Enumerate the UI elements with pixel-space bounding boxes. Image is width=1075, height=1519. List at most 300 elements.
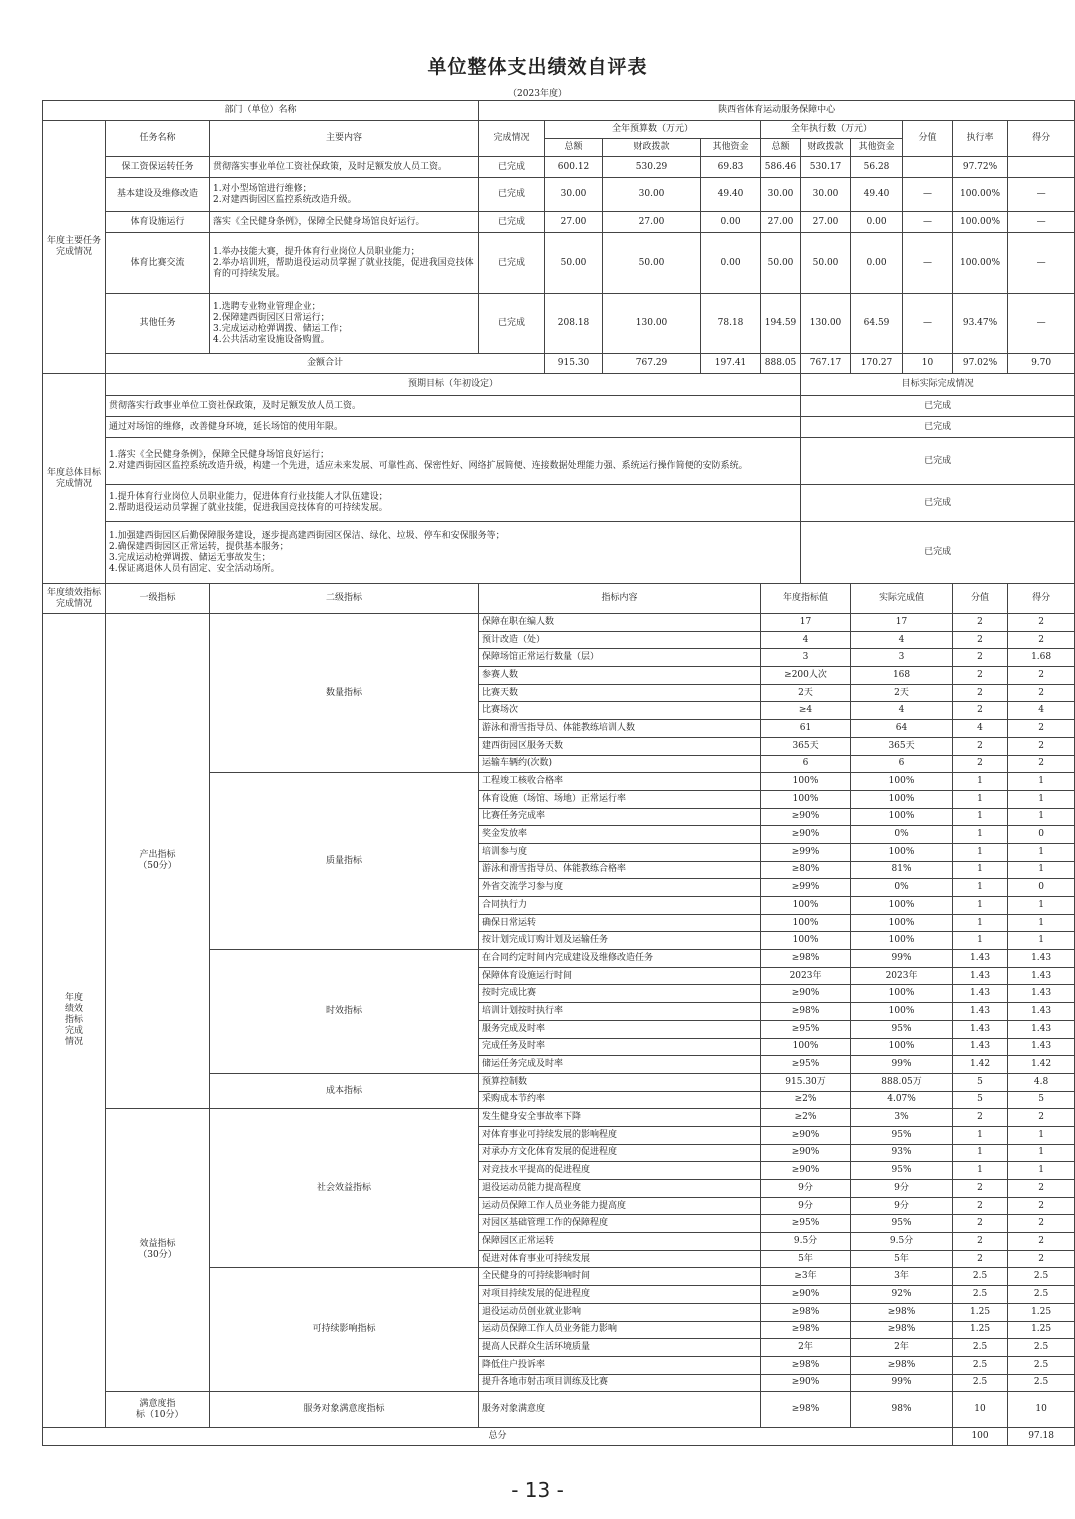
document-title: 单位整体支出绩效自评表 (427, 56, 648, 78)
indicator-got: 4.8 (1008, 1073, 1075, 1091)
indicator-got: 2 (1008, 667, 1075, 685)
indicator-content: 提升各地市射击项目训练及比赛 (479, 1374, 761, 1392)
indicator-score: 2 (953, 649, 1008, 667)
indicator-got: 1 (1008, 914, 1075, 932)
indicator-target: ≥90% (761, 1374, 851, 1392)
indicator-actual: 0% (851, 879, 953, 897)
indicator-got: 2 (1008, 684, 1075, 702)
indicator-content: 在合同约定时间内完成建设及维修改造任务 (479, 950, 761, 968)
indicator-score: 1 (953, 1126, 1008, 1144)
task-e-other: 0.00 (851, 212, 903, 233)
header-target: 年度指标值 (761, 584, 851, 614)
indicator-target: 61 (761, 720, 851, 738)
task-got: — (1008, 178, 1075, 212)
task-e-total: 27.00 (761, 212, 801, 233)
text-line: 2.举办培训班，帮助退役运动员掌握了就业技能，促进我国竞技体育的可持续发展。 (213, 257, 474, 279)
task-name: 保工资保运转任务 (106, 157, 210, 178)
l1-indicator: 效益指标（30分） (106, 1109, 210, 1392)
indicator-content: 运动员保障工作人员业务能力影响 (479, 1321, 761, 1339)
header-exec: 全年执行数（万元） (761, 121, 903, 139)
header-content: 主要内容 (210, 121, 479, 157)
indicator-actual: 365天 (851, 737, 953, 755)
subheader-other: 其他资金 (701, 139, 761, 157)
header-indicator: 指标内容 (479, 584, 761, 614)
indicator-target: 17 (761, 614, 851, 632)
indicator-got: 2.5 (1008, 1286, 1075, 1304)
indicator-content: 降低住户投诉率 (479, 1356, 761, 1374)
subheader-total: 总额 (761, 139, 801, 157)
indicator-content: 保障园区正常运转 (479, 1233, 761, 1251)
task-e-other: 56.28 (851, 157, 903, 178)
task-got: — (1008, 294, 1075, 354)
indicator-target: 4 (761, 631, 851, 649)
indicator-got: 1.43 (1008, 985, 1075, 1003)
header-task: 任务名称 (106, 121, 210, 157)
goal-row (43, 396, 1075, 417)
indicator-content: 促进对体育事业可持续发展 (479, 1250, 761, 1268)
indicator-score: 2 (953, 631, 1008, 649)
indicator-got: 2 (1008, 1109, 1075, 1127)
indicator-target: ≥98% (761, 950, 851, 968)
indicator-got: 2 (1008, 1233, 1075, 1251)
indicator-target: 100% (761, 932, 851, 950)
total-e-fiscal: 767.17 (801, 354, 851, 374)
task-e-fiscal: 30.00 (801, 178, 851, 212)
indicator-content: 完成任务及时率 (479, 1038, 761, 1056)
indicator-score: 1 (953, 861, 1008, 879)
indicator-content: 比赛天数 (479, 684, 761, 702)
l2-indicator: 可持续影响指标 (210, 1268, 479, 1392)
subheader-total: 总额 (545, 139, 603, 157)
indicator-actual: ≥98% (851, 1321, 953, 1339)
indicator-score: 2 (953, 667, 1008, 685)
indicator-content: 提高人民群众生活环境质量 (479, 1339, 761, 1357)
self-evaluation-table (42, 100, 1075, 1446)
indicator-target: 9.5分 (761, 1233, 851, 1251)
total-score: 10 (903, 354, 953, 374)
indicator-got: 2.5 (1008, 1339, 1075, 1357)
indicator-actual: 100% (851, 897, 953, 915)
indicator-actual: 95% (851, 1162, 953, 1180)
goal-text (106, 417, 801, 438)
indicator-got: 1 (1008, 932, 1075, 950)
indicator-content: 退役运动员能力提高程度 (479, 1180, 761, 1198)
indicator-score: 1.43 (953, 1020, 1008, 1038)
task-b-total: 50.00 (545, 233, 603, 294)
indicator-target: ≥95% (761, 1020, 851, 1038)
indicator-actual: 3% (851, 1109, 953, 1127)
task-row (43, 157, 1075, 178)
indicator-target: ≥99% (761, 843, 851, 861)
indicator-actual: 100% (851, 932, 953, 950)
total-got: 9.70 (1008, 354, 1075, 374)
text-line: 3.完成运动枪弹调拨、储运无事故发生； (109, 552, 271, 563)
task-row (43, 178, 1075, 212)
indicator-content: 建西街园区服务天数 (479, 737, 761, 755)
total-e-other: 170.27 (851, 354, 903, 374)
indicator-target: ≥3年 (761, 1268, 851, 1286)
indicator-content: 按计划完成订购计划及运输任务 (479, 932, 761, 950)
indicator-actual: 168 (851, 667, 953, 685)
s3-section-label: 年度绩效指标完成情况 (43, 584, 106, 614)
indicator-content: 游泳和滑雪指导员、体能教练合格率 (479, 861, 761, 879)
indicator-actual: 95% (851, 1215, 953, 1233)
indicator-got: 1 (1008, 773, 1075, 791)
indicator-got: 2 (1008, 737, 1075, 755)
task-got (1008, 157, 1075, 178)
indicator-actual: 100% (851, 843, 953, 861)
indicator-target: 3 (761, 649, 851, 667)
indicator-score: 1 (953, 790, 1008, 808)
indicator-score: 2 (953, 1180, 1008, 1198)
indicator-score: 1 (953, 897, 1008, 915)
total-b-total: 915.30 (545, 354, 603, 374)
task-e-other: 49.40 (851, 178, 903, 212)
indicator-score: 1.42 (953, 1056, 1008, 1074)
task-status: 已完成 (479, 294, 545, 354)
goal-row (43, 485, 1075, 522)
indicator-target: ≥95% (761, 1215, 851, 1233)
indicator-content: 外省交流学习参与度 (479, 879, 761, 897)
header-goal: 预期目标（年初设定） (106, 374, 801, 396)
task-score: — (903, 178, 953, 212)
indicator-content: 培训参与度 (479, 843, 761, 861)
task-content (210, 233, 479, 294)
task-b-fiscal: 130.00 (603, 294, 701, 354)
text-line: 贯彻落实事业单位工资社保政策，及时足额发放人员工资。 (213, 161, 448, 172)
indicator-content: 合同执行力 (479, 897, 761, 915)
indicator-actual: 2023年 (851, 967, 953, 985)
indicator-content: 工程竣工核收合格率 (479, 773, 761, 791)
indicator-actual: 3 (851, 649, 953, 667)
indicator-score: 1 (953, 773, 1008, 791)
total-e-total: 888.05 (761, 354, 801, 374)
indicator-score: 2.5 (953, 1268, 1008, 1286)
indicator-target: ≥2% (761, 1109, 851, 1127)
indicator-target: 2年 (761, 1339, 851, 1357)
task-content (210, 212, 479, 233)
indicator-score: 1.43 (953, 1003, 1008, 1021)
task-e-fiscal: 50.00 (801, 233, 851, 294)
indicator-target: ≥4 (761, 702, 851, 720)
page-number: - 13 - (511, 1478, 564, 1502)
indicator-score: 1.43 (953, 967, 1008, 985)
task-e-total: 586.46 (761, 157, 801, 178)
indicator-actual: 100% (851, 808, 953, 826)
indicator-got: 2 (1008, 1215, 1075, 1233)
task-rate: 100.00% (953, 233, 1008, 294)
indicator-target: 9分 (761, 1180, 851, 1198)
indicator-target: ≥90% (761, 826, 851, 844)
indicator-actual: 64 (851, 720, 953, 738)
indicator-target: ≥98% (761, 1321, 851, 1339)
text-line: 贯彻落实行政事业单位工资社保政策，及时足额发放人员工资。 (109, 400, 362, 411)
indicator-target: 100% (761, 1038, 851, 1056)
indicator-actual: ≥98% (851, 1356, 953, 1374)
l2-indicator: 成本指标 (210, 1073, 479, 1108)
header-rate: 执行率 (953, 121, 1008, 157)
header-status: 完成情况 (479, 121, 545, 157)
text-line: 4.保证离退休人员有固定、安全活动场所。 (109, 563, 280, 574)
task-b-fiscal: 50.00 (603, 233, 701, 294)
l1-indicator: 产出指标（50分） (106, 614, 210, 1109)
dept-label: 部门（单位）名称 (43, 101, 479, 121)
indicator-content: 对园区基础管理工作的保障程度 (479, 1215, 761, 1233)
indicator-content: 运动员保障工作人员业务能力提高度 (479, 1197, 761, 1215)
indicator-score: 2.5 (953, 1374, 1008, 1392)
goal-actual: 已完成 (801, 485, 1075, 522)
indicator-actual: 99% (851, 1374, 953, 1392)
total-rate: 97.02% (953, 354, 1008, 374)
indicator-got: 2 (1008, 1180, 1075, 1198)
indicator-got: 2 (1008, 720, 1075, 738)
s3-header-row (43, 584, 1075, 614)
text-line: 4.公共活动室设施设备购置。 (213, 334, 330, 345)
indicator-score: 1 (953, 1144, 1008, 1162)
s3-vertical-label: 年度绩效指标完成情况 (43, 614, 106, 1428)
indicator-actual: 99% (851, 1056, 953, 1074)
l2-indicator: 社会效益指标 (210, 1109, 479, 1268)
indicator-actual: 6 (851, 755, 953, 773)
subheader-fiscal: 财政拨款 (801, 139, 851, 157)
total-b-fiscal: 767.29 (603, 354, 701, 374)
indicator-content: 对体育事业可持续发展的影响程度 (479, 1126, 761, 1144)
header-l2: 二级指标 (210, 584, 479, 614)
s1-total-row (43, 354, 1075, 374)
indicator-content: 保障体育设施运行时间 (479, 967, 761, 985)
indicator-content: 采购成本节约率 (479, 1091, 761, 1109)
indicator-actual: 9分 (851, 1197, 953, 1215)
indicator-row (43, 1109, 1075, 1127)
task-row (43, 212, 1075, 233)
indicator-got: 2 (1008, 1250, 1075, 1268)
goal-actual: 已完成 (801, 396, 1075, 417)
task-got: — (1008, 212, 1075, 233)
task-rate: 93.47% (953, 294, 1008, 354)
indicator-target: ≥90% (761, 1144, 851, 1162)
task-e-total: 194.59 (761, 294, 801, 354)
task-b-other: 78.18 (701, 294, 761, 354)
indicator-got: 1 (1008, 861, 1075, 879)
indicator-got: 1 (1008, 790, 1075, 808)
task-content (210, 178, 479, 212)
l2-indicator: 服务对象满意度指标 (210, 1392, 479, 1428)
task-got: — (1008, 233, 1075, 294)
text-line: 2.对建西街园区监控系统改造升级，构建一个先进，适应未来发展、可靠性高、保密性好、网络扩展简便、连接数据处理能力强、系统运行操作简便的安防系统。 (109, 461, 748, 471)
indicator-score: 2 (953, 614, 1008, 632)
task-b-other: 0.00 (701, 233, 761, 294)
indicator-content: 运输车辆约(次数) (479, 755, 761, 773)
indicator-actual: 98% (851, 1392, 953, 1428)
indicator-got: 1.25 (1008, 1303, 1075, 1321)
l2-indicator: 数量指标 (210, 614, 479, 773)
task-score: — (903, 212, 953, 233)
indicator-actual: 9.5分 (851, 1233, 953, 1251)
indicator-actual: 17 (851, 614, 953, 632)
task-e-other: 0.00 (851, 233, 903, 294)
task-content (210, 157, 479, 178)
indicator-got: 2 (1008, 614, 1075, 632)
text-line: 2.帮助退役运动员掌握了就业技能，促进我国竞技体育的可持续发展。 (109, 503, 388, 513)
text-line: 3.完成运动枪弹调拨、储运工作； (213, 323, 348, 334)
indicator-target: 365天 (761, 737, 851, 755)
indicator-got: 1.43 (1008, 1020, 1075, 1038)
indicator-target: ≥90% (761, 1162, 851, 1180)
text-line: 1.举办技能大赛，提升体育行业岗位人员职业能力； (213, 246, 420, 257)
indicator-actual: 2天 (851, 684, 953, 702)
indicator-score: 1.43 (953, 950, 1008, 968)
task-b-fiscal: 530.29 (603, 157, 701, 178)
indicator-score: 2 (953, 1233, 1008, 1251)
indicator-target: 5年 (761, 1250, 851, 1268)
indicator-got: 1.43 (1008, 1038, 1075, 1056)
task-e-total: 50.00 (761, 233, 801, 294)
indicator-score: 1.43 (953, 1038, 1008, 1056)
year-label: （2023年度） (508, 89, 567, 99)
task-status: 已完成 (479, 233, 545, 294)
indicator-target: ≥200人次 (761, 667, 851, 685)
grand-total-score: 100 (953, 1428, 1008, 1446)
indicator-got: 2 (1008, 755, 1075, 773)
indicator-got: 1.68 (1008, 649, 1075, 667)
indicator-target: ≥90% (761, 985, 851, 1003)
indicator-score: 2.5 (953, 1356, 1008, 1374)
table-body (43, 101, 1075, 1446)
indicator-score: 1.43 (953, 985, 1008, 1003)
indicator-content: 预计改造（处） (479, 631, 761, 649)
task-b-other: 49.40 (701, 178, 761, 212)
l2-indicator: 质量指标 (210, 773, 479, 950)
indicator-content: 对竞技水平提高的促进程度 (479, 1162, 761, 1180)
indicator-content: 对承办方文化体育发展的促进程度 (479, 1144, 761, 1162)
header-got: 得分 (1008, 584, 1075, 614)
header-score: 分值 (903, 121, 953, 157)
indicator-content: 全民健身的可持续影响时间 (479, 1268, 761, 1286)
indicator-actual: 92% (851, 1286, 953, 1304)
indicator-target: 9分 (761, 1197, 851, 1215)
indicator-target: 2023年 (761, 967, 851, 985)
task-rate: 100.00% (953, 212, 1008, 233)
indicator-got: 1.42 (1008, 1056, 1075, 1074)
indicator-actual: 95% (851, 1020, 953, 1038)
header-budget: 全年预算数（万元） (545, 121, 761, 139)
indicator-score: 4 (953, 720, 1008, 738)
indicator-target: 100% (761, 914, 851, 932)
subheader-fiscal: 财政拨款 (603, 139, 701, 157)
text-line: 1.加强建西街园区后勤保障服务建设，逐步提高建西街园区保洁、绿化、垃圾、停车和安保服务等； (109, 530, 505, 541)
indicator-score: 1 (953, 843, 1008, 861)
goal-row (43, 417, 1075, 438)
task-b-fiscal: 27.00 (603, 212, 701, 233)
goal-actual: 已完成 (801, 438, 1075, 485)
indicator-target: ≥2% (761, 1091, 851, 1109)
indicator-score: 1 (953, 808, 1008, 826)
indicator-got: 2 (1008, 631, 1075, 649)
task-name: 其他任务 (106, 294, 210, 354)
indicator-score: 2 (953, 1109, 1008, 1127)
indicator-target: 100% (761, 790, 851, 808)
task-row (43, 294, 1075, 354)
text-line: 1.选聘专业物业管理企业； (213, 301, 321, 312)
indicator-content: 参赛人数 (479, 667, 761, 685)
indicator-score: 1 (953, 932, 1008, 950)
header-score: 分值 (953, 584, 1008, 614)
indicator-actual: 100% (851, 985, 953, 1003)
indicator-got: 1 (1008, 1126, 1075, 1144)
indicator-got: 1.43 (1008, 967, 1075, 985)
indicator-actual: 9分 (851, 1180, 953, 1198)
indicator-got: 1 (1008, 897, 1075, 915)
indicator-target: 6 (761, 755, 851, 773)
indicator-got: 1.43 (1008, 950, 1075, 968)
indicator-score: 1 (953, 879, 1008, 897)
indicator-actual: 100% (851, 1038, 953, 1056)
indicator-actual: 100% (851, 1003, 953, 1021)
indicator-actual: 4 (851, 631, 953, 649)
indicator-target: ≥80% (761, 861, 851, 879)
task-score (903, 157, 953, 178)
indicator-target: ≥90% (761, 1126, 851, 1144)
indicator-content: 退役运动员创业就业影响 (479, 1303, 761, 1321)
indicator-target: ≥90% (761, 1286, 851, 1304)
goal-text (106, 396, 801, 417)
task-e-total: 30.00 (761, 178, 801, 212)
s2-section-label: 年度总体目标完成情况 (43, 374, 106, 584)
indicator-actual: 3年 (851, 1268, 953, 1286)
indicator-content: 服务完成及时率 (479, 1020, 761, 1038)
indicator-got: 1 (1008, 1162, 1075, 1180)
goal-text (106, 485, 801, 522)
indicator-score: 2 (953, 702, 1008, 720)
indicator-content: 体育设施（场馆、场地）正常运行率 (479, 790, 761, 808)
indicator-score: 2 (953, 1250, 1008, 1268)
total-label: 金额合计 (106, 354, 545, 374)
indicator-content: 比赛场次 (479, 702, 761, 720)
task-b-total: 30.00 (545, 178, 603, 212)
total-b-other: 197.41 (701, 354, 761, 374)
s3-total-row (43, 1428, 1075, 1446)
indicator-score: 2.5 (953, 1286, 1008, 1304)
grand-total-got: 97.18 (1008, 1428, 1075, 1446)
header-actual-value: 实际完成值 (851, 584, 953, 614)
text-line: 1.对小型场馆进行维修； (213, 183, 312, 194)
task-e-fiscal: 530.17 (801, 157, 851, 178)
task-b-total: 208.18 (545, 294, 603, 354)
task-rate: 100.00% (953, 178, 1008, 212)
indicator-target: ≥95% (761, 1056, 851, 1074)
text-line: 落实《全民健身条例》，保障全民健身场馆良好运行。 (213, 216, 425, 227)
indicator-got: 1 (1008, 1144, 1075, 1162)
indicator-got: 1 (1008, 843, 1075, 861)
indicator-score: 2 (953, 1215, 1008, 1233)
text-line: 通过对场馆的维修，改善健身环境，延长场馆的使用年限。 (109, 421, 344, 432)
indicator-content: 确保日常运转 (479, 914, 761, 932)
indicator-actual: 100% (851, 914, 953, 932)
task-name: 体育比赛交流 (106, 233, 210, 294)
indicator-got: 10 (1008, 1392, 1075, 1428)
text-line: 1.提升体育行业岗位人员职业能力，促进体育行业技能人才队伍建设； (109, 492, 388, 502)
indicator-actual: 95% (851, 1126, 953, 1144)
text-line: 2.对建西街园区监控系统改造升级。 (213, 194, 357, 205)
task-e-fiscal: 130.00 (801, 294, 851, 354)
indicator-score: 2.5 (953, 1339, 1008, 1357)
l1-indicator: 满意度指标（10分） (106, 1392, 210, 1428)
indicator-score: 2 (953, 737, 1008, 755)
goal-text (106, 522, 801, 584)
indicator-got: 1.43 (1008, 1003, 1075, 1021)
indicator-target: 100% (761, 773, 851, 791)
s1-section-label: 年度主要任务完成情况 (43, 121, 106, 374)
